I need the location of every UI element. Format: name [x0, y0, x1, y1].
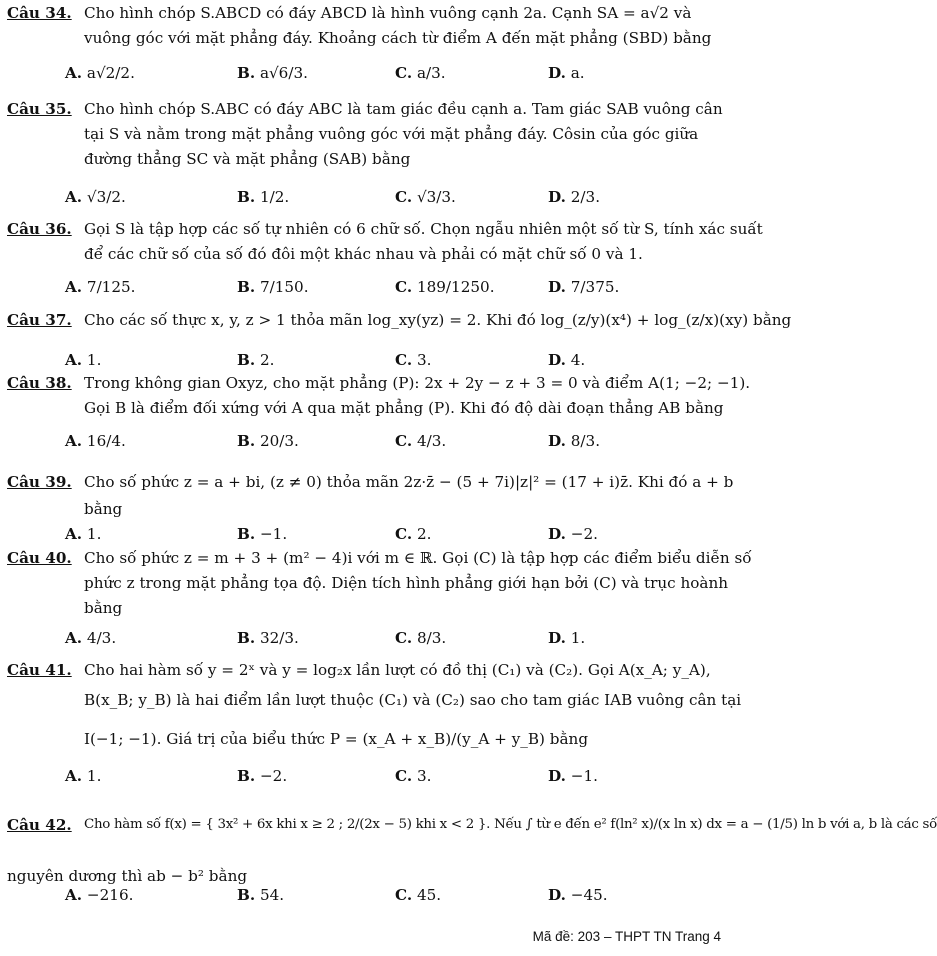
option-a[interactable]: A. √3/2. [65, 188, 126, 206]
option-b[interactable]: B. 2. [237, 351, 275, 369]
option-b[interactable]: B. 54. [237, 886, 285, 904]
question-line: nguyên dương thì ab − b² bằng [7, 867, 248, 885]
question-line: Cho các số thực x, y, z > 1 thỏa mãn log_xy(yz) = 2. Khi đó log_(z/y)(x⁴) + log_(z/x)(xy) bằng [84, 311, 792, 329]
question-line: đường thẳng SC và mặt phẳng (SAB) bằng [84, 150, 411, 168]
question-line: phức z trong mặt phẳng tọa độ. Diện tích hình phẳng giới hạn bởi (C) và trục hoành [84, 574, 729, 592]
question-line: Cho số phức z = m + 3 + (m² − 4)i với m ∈ ℝ. Gọi (C) là tập hợp các điểm biểu diễn số [84, 549, 752, 567]
question-line: Cho hai hàm số y = 2ˣ và y = log₂x lần lượt có đồ thị (C₁) và (C₂). Gọi A(x_A; y_A), [84, 661, 711, 679]
option-d[interactable]: D. 7/375. [548, 278, 620, 296]
option-c[interactable]: C. a/3. [395, 64, 446, 82]
question-label: Câu 36. [7, 220, 72, 238]
question-label: Câu 38. [7, 374, 72, 392]
option-c[interactable]: C. 8/3. [395, 629, 447, 647]
option-d[interactable]: D. a. [548, 64, 585, 82]
option-c[interactable]: C. √3/3. [395, 188, 456, 206]
option-b[interactable]: B. −1. [237, 525, 288, 543]
question-line: vuông góc với mặt phẳng đáy. Khoảng cách từ điểm A đến mặt phẳng (SBD) bằng [84, 29, 712, 47]
option-d[interactable]: D. 1. [548, 629, 586, 647]
option-b[interactable]: B. a√6/3. [237, 64, 308, 82]
page-footer: Mã đề: 203 – THPT TN Trang 4 [532, 929, 721, 944]
question-line: Cho số phức z = a + bi, (z ≠ 0) thỏa mãn 2z·z̄ − (5 + 7i)|z|² = (17 + i)z̄. Khi đó a + b [84, 473, 734, 491]
option-d[interactable]: D. −2. [548, 525, 598, 543]
option-a[interactable]: A. 1. [65, 351, 102, 369]
question-line: Cho hình chóp S.ABCD có đáy ABCD là hình vuông cạnh 2a. Cạnh SA = a√2 và [84, 4, 692, 22]
option-c[interactable]: C. 3. [395, 351, 432, 369]
option-a[interactable]: A. 7/125. [65, 278, 136, 296]
option-a[interactable]: A. 4/3. [65, 629, 117, 647]
question-label: Câu 35. [7, 100, 72, 118]
question-label: Câu 39. [7, 473, 72, 491]
question-line: Cho hàm số f(x) = { 3x² + 6x khi x ≥ 2 ; 2/(2x − 5) khi x < 2 }. Nếu ∫ từ e đến e² f(ln² x)/(x ln x) dx = a − (1/5) ln b với a, b là các số [84, 817, 937, 832]
option-d[interactable]: D. 2/3. [548, 188, 601, 206]
option-c[interactable]: C. 45. [395, 886, 442, 904]
question-line: I(−1; −1). Giá trị của biểu thức P = (x_A + x_B)/(y_A + y_B) bằng [84, 730, 589, 748]
option-b[interactable]: B. 32/3. [237, 629, 299, 647]
question-line: để các chữ số của số đó đôi một khác nhau và phải có mặt chữ số 0 và 1. [84, 245, 643, 263]
option-a[interactable]: A. 16/4. [65, 432, 126, 450]
question-line: bằng [84, 599, 123, 617]
option-d[interactable]: D. −1. [548, 767, 598, 785]
option-c[interactable]: C. 189/1250. [395, 278, 495, 296]
option-c[interactable]: C. 4/3. [395, 432, 447, 450]
option-d[interactable]: D. −45. [548, 886, 608, 904]
option-b[interactable]: B. 7/150. [237, 278, 309, 296]
option-c[interactable]: C. 2. [395, 525, 432, 543]
question-label: Câu 41. [7, 661, 72, 679]
option-d[interactable]: D. 8/3. [548, 432, 601, 450]
question-label: Câu 42. [7, 816, 72, 834]
question-line: B(x_B; y_B) là hai điểm lần lượt thuộc (C₁) và (C₂) sao cho tam giác IAB vuông cân tại [84, 691, 742, 709]
question-line: Trong không gian Oxyz, cho mặt phẳng (P): 2x + 2y − z + 3 = 0 và điểm A(1; −2; −1). [84, 374, 751, 392]
option-b[interactable]: B. −2. [237, 767, 288, 785]
option-a[interactable]: A. −216. [65, 886, 134, 904]
option-a[interactable]: A. a√2/2. [65, 64, 135, 82]
question-label: Câu 34. [7, 4, 72, 22]
question-label: Câu 40. [7, 549, 72, 567]
question-label: Câu 37. [7, 311, 72, 329]
option-b[interactable]: B. 1/2. [237, 188, 290, 206]
question-line: tại S và nằm trong mặt phẳng vuông góc với mặt phẳng đáy. Côsin của góc giữa [84, 125, 699, 143]
question-line: Gọi S là tập hợp các số tự nhiên có 6 chữ số. Chọn ngẫu nhiên một số từ S, tính xác suất [84, 220, 763, 238]
option-d[interactable]: D. 4. [548, 351, 586, 369]
option-a[interactable]: A. 1. [65, 767, 102, 785]
question-line: Cho hình chóp S.ABC có đáy ABC là tam giác đều cạnh a. Tam giác SAB vuông cân [84, 100, 723, 118]
option-b[interactable]: B. 20/3. [237, 432, 299, 450]
question-line: bằng [84, 500, 123, 518]
option-a[interactable]: A. 1. [65, 525, 102, 543]
option-c[interactable]: C. 3. [395, 767, 432, 785]
question-line: Gọi B là điểm đối xứng với A qua mặt phẳng (P). Khi đó độ dài đoạn thẳng AB bằng [84, 399, 724, 417]
